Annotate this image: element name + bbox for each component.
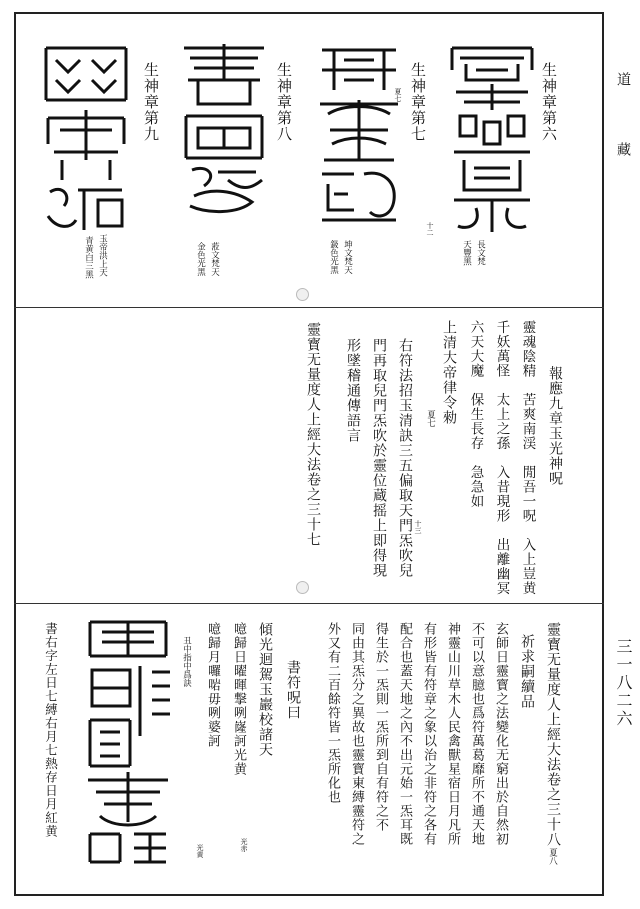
chapter-heading: 生神章第七	[409, 62, 427, 142]
page-marker: 夏七	[394, 88, 402, 102]
text-line: 門再取兒門炁吹於靈位蔵摇上即得現	[371, 338, 387, 578]
seal-note: 玉帝洪上天	[97, 234, 108, 277]
talisman-seal-9	[38, 40, 134, 236]
text-line: 千妖萬怪 太上之孫 入昔現形 出離幽冥	[493, 320, 510, 596]
seal-note: 鈒色光黑	[328, 240, 339, 274]
talisman-seal-6	[446, 40, 538, 236]
seal-note: 坤文梵天	[342, 240, 353, 274]
page-marker: 夏七	[425, 410, 436, 427]
binding-hole	[296, 581, 309, 594]
chapter-heading: 生神章第六	[540, 62, 558, 142]
spell-instruction: 丑中指中爲訣	[181, 636, 192, 687]
text-line: 不可以意臆也爲符萬葛靡所不通天地	[469, 622, 484, 846]
text-line: 形墜稽通傳語言	[345, 338, 361, 443]
chapter-heading: 生神章第八	[275, 62, 293, 142]
folio-number: 十二	[426, 222, 434, 236]
text-line: 神靈山川草木人民禽獸星宿日月凡所	[445, 622, 460, 846]
spell-line: 噫歸日曜暉撃咧嶐訶光黄	[231, 622, 246, 776]
chapter-title: 祈求嗣續品	[519, 634, 535, 709]
text-line: 報應九章玉光神呪	[547, 366, 563, 486]
chapter-heading: 生神章第九	[142, 62, 160, 142]
volume-title: 靈寳无量度人上經大法卷之三十八	[545, 622, 561, 847]
page-marker: 夏八	[547, 848, 558, 865]
spell-note: 光赤	[240, 838, 248, 852]
spell-line: 噫歸月囉啱毋咧婆訶	[205, 622, 220, 748]
text-line: 得生於一炁則一炁所到自有符之不	[373, 622, 388, 832]
seal-note: 金色光黑	[195, 242, 206, 276]
text-line: 有形皆有符章之象以治之非符之各有	[421, 622, 436, 846]
page-margin	[606, 0, 640, 909]
text-line: 上清大帝律令勑	[441, 320, 457, 425]
binding-hole	[296, 288, 309, 301]
spell-note: 光黄	[196, 844, 204, 858]
seal-note: 天豐黑	[461, 240, 472, 266]
instruction-line: 書右字左日七縛右月七熱存日月紅黄	[43, 622, 59, 838]
text-line: 靈魂陰精 苦爽南渓 閒吾一呪 入上豈黄	[519, 320, 536, 596]
folio-number: 十三	[414, 520, 422, 534]
text-line: 六天大魔 保生長存 急急如	[467, 320, 484, 509]
volume-title: 靈寳无量度人上經大法卷之三十七	[305, 322, 321, 547]
text-line: 玄師日靈寳之法變化无窮出於自然初	[493, 622, 508, 846]
talisman-seal-8	[178, 40, 270, 218]
spell-title: 書符呪曰	[285, 660, 301, 720]
text-line: 右符法招玉清訣三五偏取天門炁吹兒	[397, 338, 413, 578]
text-line: 配合也蓋天地之內不出元始一炁耳既	[397, 622, 412, 846]
text-line: 外又有二百餘符皆一炁所化也	[325, 622, 340, 804]
collection-title: 道 藏	[615, 72, 631, 176]
seal-note: 蒞文梵天	[209, 242, 220, 276]
talisman-seal-sun-moon	[80, 616, 176, 868]
talisman-seal-7	[314, 40, 404, 228]
page-number: 三一八二六	[614, 638, 633, 728]
text-line: 同由其炁分之異故也靈寳東縛靈符之	[349, 622, 364, 846]
section-divider-top	[14, 307, 604, 308]
spell-line: 傾光迴駕玉巖校諸天	[257, 622, 273, 757]
seal-note: 長文梵	[475, 240, 486, 266]
seal-note: 青黄白三黑	[83, 236, 94, 279]
section-divider-bottom	[14, 603, 604, 604]
